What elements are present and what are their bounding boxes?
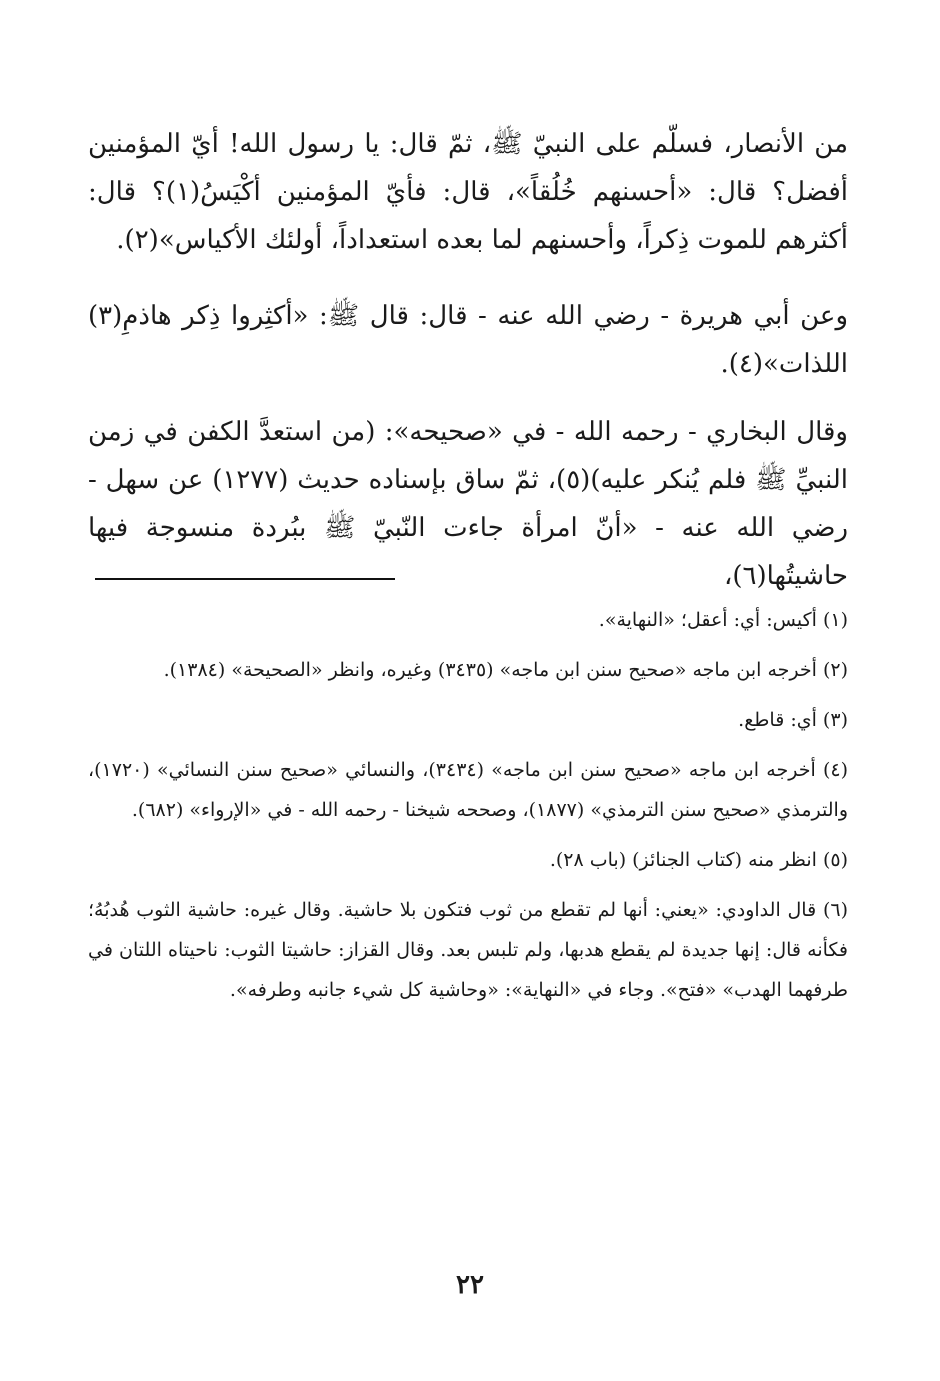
paragraph-text: وقال البخاري - رحمه الله - في «صحيحه»: (من استعدَّ الكفن في زمن النبيِّ ﷺ فلم يُنكر عليه)(٥)، ثمّ ساق بإسناده حديث (١٢٧٧) عن سهل - رضي الله عنه - «أنّ امرأة جاءت النّبيّ ﷺ ببُردة منسوجة فيها حاشيتُها(٦)، [88, 417, 848, 591]
paragraph-text: وعن أبي هريرة - رضي الله عنه - قال: قال ﷺ: «أكثِروا ذِكر هاذمِ(٣) اللذات»(٤). [88, 301, 848, 379]
body-paragraph-3 [88, 408, 848, 600]
footnote-6: (٦) قال الداودي: «يعني: أنها لم تقطع من ثوب فتكون بلا حاشية. وقال غيره: حاشية الثوب هُدبُهُ؛ فكأنه قال: إنها جديدة لم يقطع هدبها، ولم تلبس بعد. وقال القزاز: حاشيتا الثوب: ناحيتاه اللتان في طرفهما الهدب» «فتح». وجاء في «النهاية»: «وحاشية كل شيء جانبه وطرفه». [88, 899, 848, 1001]
footnote-4: (٤) أخرجه ابن ماجه «صحيح سنن ابن ماجه» (٣٤٣٤)، والنسائي «صحيح سنن النسائي» (١٧٢٠)، والترمذي «صحيح سنن الترمذي» (١٨٧٧)، وصححه شيخنا - رحمه الله - في «الإرواء» (٦٨٢). [88, 759, 849, 821]
footnote-separator [95, 578, 395, 580]
footnote-3: (٣) أي: قاطع. [738, 709, 848, 731]
footnote-5: (٥) انظر منه (كتاب الجنائز) (باب ٢٨). [549, 849, 848, 871]
footnote-2: (٢) أخرجه ابن ماجه «صحيح سنن ابن ماجه» (٣٤٣٥) وغيره، وانظر «الصحيحة» (١٣٨٤). [163, 659, 848, 681]
paragraph-text: من الأنصار، فسلّم على النبيّ ﷺ، ثمّ قال: يا رسول الله! أيّ المؤمنين أفضل؟ قال: «أحسنهم خُلُقاً»، قال: فأيّ المؤمنين أكْيَسُ(١)؟ قال: أكثرهم للموت ذِكراً، وأحسنهم لما بعده استعداداً، أولئك الأكياس»(٢). [88, 129, 848, 255]
footnotes-section [88, 600, 848, 1020]
footnote-1: (١) أكيس: أي: أعقل؛ «النهاية». [598, 609, 848, 631]
body-paragraph-2 [88, 292, 848, 388]
body-paragraph-1 [88, 120, 848, 264]
page-number: ٢٢ [456, 1270, 484, 1300]
